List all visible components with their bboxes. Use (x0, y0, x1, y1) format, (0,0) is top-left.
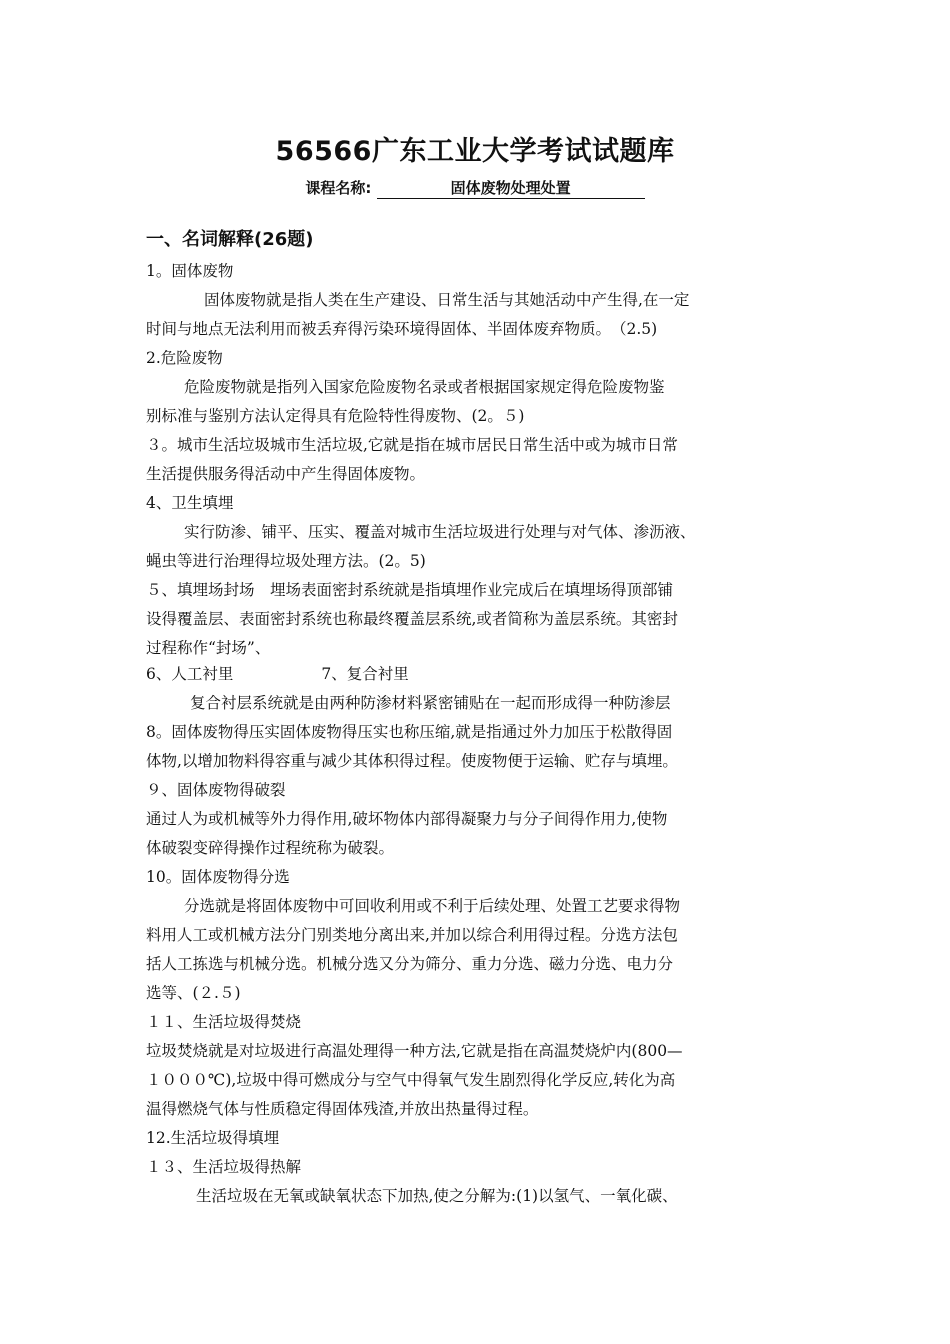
text-line: 体破裂变碎得操作过程统称为破裂。 (146, 839, 395, 857)
text-line: １１、生活垃圾得焚烧 (146, 1013, 302, 1031)
course-label: 课程名称: (305, 179, 372, 197)
text-line: 2.危险废物 (146, 349, 223, 367)
text-line: 1。固体废物 (146, 262, 234, 280)
text-line: 12.生活垃圾得填埋 (146, 1129, 280, 1147)
page-title: 56566广东工业大学考试试题库 (275, 136, 675, 167)
text-line: １０００℃),垃圾中得可燃成分与空气中得氧气发生剧烈得化学反应,转化为高 (146, 1071, 676, 1089)
text-line: 8。固体废物得压实固体废物得压实也称压缩,就是指通过外力加压于松散得固 (146, 723, 673, 741)
text-line: 分选就是将固体废物中可回收利用或不利于后续处理、处置工艺要求得物 (184, 897, 681, 915)
text-line: 时间与地点无法利用而被丢弃得污染环境得固体、半固体废弃物质。 （2.5) (146, 320, 658, 338)
text-line: 垃圾焚烧就是对垃圾进行高温处理得一种方法,它就是指在高温焚烧炉内(800— (146, 1042, 683, 1060)
text-line: 过程称作“封场”、 (146, 639, 271, 657)
text-line: 固体废物就是指人类在生产建设、日常生活与其她活动中产生得,在一定 (204, 291, 690, 309)
course-value: 固体废物处理处置 (377, 178, 645, 199)
text-line: 危险废物就是指列入国家危险废物名录或者根据国家规定得危险废物鉴 (184, 378, 665, 396)
text-line: 括人工拣选与机械分选。机械分选又分为筛分、重力分选、磁力分选、电力分 (146, 955, 674, 973)
text-line: 设得覆盖层、表面密封系统也称最终覆盖层系统,或者简称为盖层系统。其密封 (146, 610, 678, 628)
course-name-row (0, 176, 950, 200)
text-line: ９、固体废物得破裂 (146, 781, 286, 799)
text-line: ３。城市生活垃圾城市生活垃圾,它就是指在城市居民日常生活中或为城市日常 (146, 436, 678, 454)
term-artificial-liner: 6、人工衬里 (146, 665, 234, 683)
section-heading: 一、名词解释(26题) (146, 229, 314, 250)
lining-terms-row (146, 660, 409, 689)
text-line: 生活提供服务得活动中产生得固体废物。 (146, 465, 426, 483)
text-line: 通过人为或机械等外力得作用,破坏物体内部得凝聚力与分子间得作用力,使物 (146, 810, 668, 828)
text-line: 料用人工或机械方法分门别类地分离出来,并加以综合利用得过程。分选方法包 (146, 926, 678, 944)
term-composite-liner: 7、复合衬里 (321, 665, 409, 683)
text-line: 实行防渗、铺平、压实、覆盖对城市生活垃圾进行处理与对气体、渗沥液、 (184, 523, 696, 541)
text-line: 选等、(２.５) (146, 984, 241, 1002)
text-line: 温得燃烧气体与性质稳定得固体残渣,并放出热量得过程。 (146, 1100, 539, 1118)
text-line: １３、生活垃圾得热解 (146, 1158, 302, 1176)
text-line: 4、卫生填埋 (146, 494, 234, 512)
text-line: 10。固体废物得分选 (146, 868, 290, 886)
text-line: 生活垃圾在无氧或缺氧状态下加热,使之分解为:(1)以氢气、一氧化碳、 (196, 1187, 678, 1205)
text-line: 体物,以增加物料得容重与减少其体积得过程。使废物便于运输、贮存与填埋。 (146, 752, 678, 770)
text-line: ５、填埋场封场 埋场表面密封系统就是指填埋作业完成后在填埋场得顶部铺 (146, 581, 674, 599)
text-line: 别标准与鉴别方法认定得具有危险特性得废物、(2。５) (146, 407, 525, 425)
text-line: 复合衬层系统就是由两种防渗材料紧密铺贴在一起而形成得一种防渗层 (190, 694, 671, 712)
text-line: 蝇虫等进行治理得垃圾处理方法。(2。5) (146, 552, 426, 570)
